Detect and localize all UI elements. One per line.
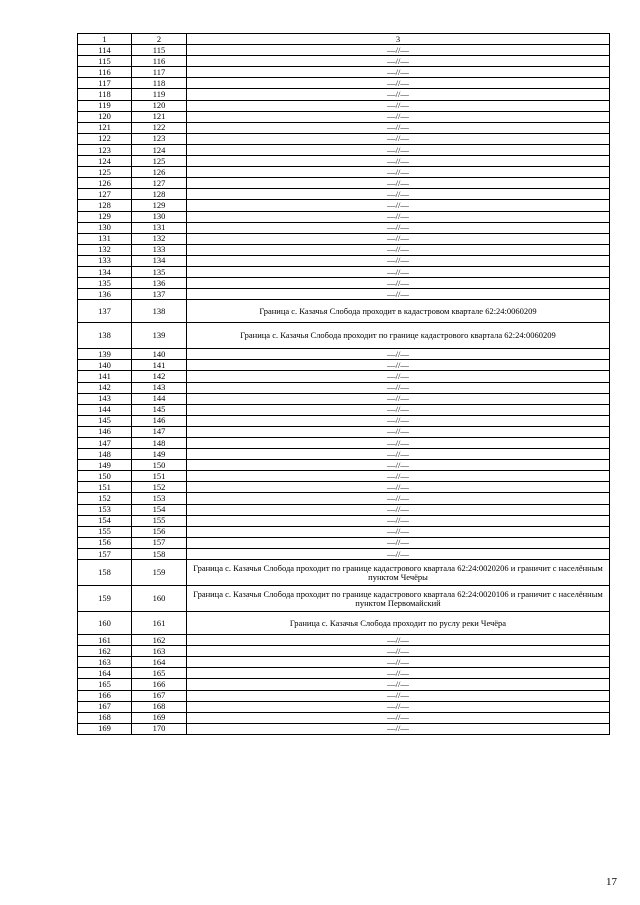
description-cell: —//—: [187, 393, 610, 404]
point-to-cell: 139: [132, 323, 187, 349]
description-cell: —//—: [187, 382, 610, 393]
point-to-cell: 148: [132, 438, 187, 449]
point-from-cell: 163: [78, 657, 132, 668]
description-cell: —//—: [187, 349, 610, 360]
point-from-cell: 164: [78, 668, 132, 679]
description-cell: —//—: [187, 668, 610, 679]
table-row: [78, 646, 610, 657]
point-from-cell: 156: [78, 537, 132, 548]
point-from-cell: 143: [78, 393, 132, 404]
point-to-cell: 168: [132, 701, 187, 712]
point-from-cell: 123: [78, 144, 132, 155]
table-row: [78, 415, 610, 426]
description-cell: —//—: [187, 404, 610, 415]
description-cell: —//—: [187, 449, 610, 460]
table-row: [78, 504, 610, 515]
table-row: [78, 404, 610, 415]
table-row: [78, 360, 610, 371]
point-from-cell: 127: [78, 189, 132, 200]
point-to-cell: 163: [132, 646, 187, 657]
point-to-cell: 122: [132, 122, 187, 133]
point-from-cell: 144: [78, 404, 132, 415]
table-row: [78, 668, 610, 679]
table-row: [78, 289, 610, 300]
point-to-cell: 156: [132, 526, 187, 537]
point-from-cell: 154: [78, 515, 132, 526]
point-from-cell: 161: [78, 635, 132, 646]
point-to-cell: 125: [132, 156, 187, 167]
description-cell: —//—: [187, 178, 610, 189]
description-cell: —//—: [187, 78, 610, 89]
point-to-cell: 166: [132, 679, 187, 690]
description-cell: —//—: [187, 278, 610, 289]
description-cell: —//—: [187, 167, 610, 178]
description-cell: —//—: [187, 415, 610, 426]
description-cell: —//—: [187, 526, 610, 537]
point-from-cell: 116: [78, 67, 132, 78]
description-cell: —//—: [187, 122, 610, 133]
point-from-cell: 124: [78, 156, 132, 167]
table-row: [78, 657, 610, 668]
point-from-cell: 120: [78, 111, 132, 122]
description-cell: —//—: [187, 482, 610, 493]
point-from-cell: 135: [78, 278, 132, 289]
description-cell: —//—: [187, 460, 610, 471]
description-cell: —//—: [187, 67, 610, 78]
table-row: [78, 560, 610, 586]
description-cell: —//—: [187, 211, 610, 222]
point-to-cell: 154: [132, 504, 187, 515]
point-to-cell: 135: [132, 266, 187, 277]
point-from-cell: 132: [78, 244, 132, 255]
point-from-cell: 130: [78, 222, 132, 233]
point-to-cell: 141: [132, 360, 187, 371]
point-to-cell: 134: [132, 255, 187, 266]
table-row: [78, 712, 610, 723]
table-row: [78, 200, 610, 211]
description-cell: —//—: [187, 646, 610, 657]
table-row: [78, 45, 610, 56]
point-from-cell: 137: [78, 300, 132, 323]
point-from-cell: 152: [78, 493, 132, 504]
description-cell: —//—: [187, 679, 610, 690]
point-to-cell: 136: [132, 278, 187, 289]
point-from-cell: 128: [78, 200, 132, 211]
point-to-cell: 129: [132, 200, 187, 211]
table-row: [78, 67, 610, 78]
table-row: [78, 586, 610, 612]
table-row: [78, 89, 610, 100]
description-cell: —//—: [187, 111, 610, 122]
table-row: [78, 56, 610, 67]
table-body: [78, 45, 610, 735]
point-from-cell: 147: [78, 438, 132, 449]
description-cell: —//—: [187, 56, 610, 67]
description-cell: —//—: [187, 657, 610, 668]
description-cell: —//—: [187, 493, 610, 504]
point-to-cell: 153: [132, 493, 187, 504]
point-from-cell: 140: [78, 360, 132, 371]
description-cell: —//—: [187, 266, 610, 277]
description-cell: —//—: [187, 200, 610, 211]
description-cell: —//—: [187, 144, 610, 155]
point-from-cell: 166: [78, 690, 132, 701]
point-from-cell: 131: [78, 233, 132, 244]
table-row: [78, 426, 610, 437]
point-from-cell: 148: [78, 449, 132, 460]
point-to-cell: 115: [132, 45, 187, 56]
description-cell: —//—: [187, 100, 610, 111]
description-cell: —//—: [187, 222, 610, 233]
point-from-cell: 134: [78, 266, 132, 277]
point-to-cell: 138: [132, 300, 187, 323]
table-row: [78, 635, 610, 646]
table-row: [78, 100, 610, 111]
description-cell: —//—: [187, 438, 610, 449]
table-row: [78, 233, 610, 244]
point-to-cell: 169: [132, 712, 187, 723]
description-cell: Граница с. Казачья Слобода проходит по границе кадастрового квартала 62:24:0020206 и граничит с населённым пунктом Чечёры: [187, 560, 610, 586]
point-to-cell: 116: [132, 56, 187, 67]
description-cell: —//—: [187, 156, 610, 167]
column-header-3: 3: [187, 34, 610, 45]
table-row: [78, 122, 610, 133]
table-row: [78, 723, 610, 734]
table-row: [78, 482, 610, 493]
point-to-cell: 146: [132, 415, 187, 426]
point-from-cell: 158: [78, 560, 132, 586]
description-cell: —//—: [187, 89, 610, 100]
point-from-cell: 119: [78, 100, 132, 111]
description-cell: —//—: [187, 548, 610, 559]
description-cell: —//—: [187, 504, 610, 515]
description-cell: —//—: [187, 515, 610, 526]
point-from-cell: 118: [78, 89, 132, 100]
point-to-cell: 127: [132, 178, 187, 189]
table-row: [78, 111, 610, 122]
description-cell: Граница с. Казачья Слобода проходит по границе кадастрового квартала 62:24:0020106 и граничит с населённым пунктом Первомайский: [187, 586, 610, 612]
point-from-cell: 142: [78, 382, 132, 393]
table-row: [78, 144, 610, 155]
point-from-cell: 153: [78, 504, 132, 515]
point-from-cell: 122: [78, 133, 132, 144]
point-to-cell: 158: [132, 548, 187, 559]
table-row: [78, 493, 610, 504]
description-cell: —//—: [187, 471, 610, 482]
description-cell: —//—: [187, 712, 610, 723]
description-cell: —//—: [187, 371, 610, 382]
point-from-cell: 141: [78, 371, 132, 382]
point-from-cell: 159: [78, 586, 132, 612]
point-from-cell: 129: [78, 211, 132, 222]
table-row: [78, 393, 610, 404]
point-from-cell: 160: [78, 612, 132, 635]
point-to-cell: 160: [132, 586, 187, 612]
table-row: [78, 133, 610, 144]
point-to-cell: 149: [132, 449, 187, 460]
table-row: [78, 449, 610, 460]
description-cell: —//—: [187, 289, 610, 300]
table-row: [78, 612, 610, 635]
description-cell: —//—: [187, 701, 610, 712]
point-to-cell: 161: [132, 612, 187, 635]
point-to-cell: 118: [132, 78, 187, 89]
point-to-cell: 162: [132, 635, 187, 646]
point-to-cell: 151: [132, 471, 187, 482]
point-to-cell: 150: [132, 460, 187, 471]
table-row: [78, 255, 610, 266]
point-to-cell: 142: [132, 371, 187, 382]
table-row: [78, 515, 610, 526]
point-to-cell: 157: [132, 537, 187, 548]
table-row: [78, 156, 610, 167]
description-cell: —//—: [187, 45, 610, 56]
point-from-cell: 115: [78, 56, 132, 67]
point-from-cell: 139: [78, 349, 132, 360]
description-cell: —//—: [187, 189, 610, 200]
point-to-cell: 128: [132, 189, 187, 200]
table-row: [78, 537, 610, 548]
table-row: [78, 526, 610, 537]
point-to-cell: 132: [132, 233, 187, 244]
point-from-cell: 146: [78, 426, 132, 437]
point-to-cell: 145: [132, 404, 187, 415]
table-row: [78, 78, 610, 89]
point-to-cell: 119: [132, 89, 187, 100]
point-from-cell: 151: [78, 482, 132, 493]
table-row: [78, 679, 610, 690]
point-to-cell: 140: [132, 349, 187, 360]
table-row: [78, 460, 610, 471]
point-from-cell: 125: [78, 167, 132, 178]
point-to-cell: 144: [132, 393, 187, 404]
description-cell: —//—: [187, 255, 610, 266]
table-row: [78, 438, 610, 449]
point-to-cell: 165: [132, 668, 187, 679]
table-row: [78, 211, 610, 222]
column-header-1: 1: [78, 34, 132, 45]
table-row: [78, 222, 610, 233]
column-header-2: 2: [132, 34, 187, 45]
table-row: [78, 189, 610, 200]
point-to-cell: 170: [132, 723, 187, 734]
point-to-cell: 143: [132, 382, 187, 393]
description-cell: —//—: [187, 426, 610, 437]
point-to-cell: 159: [132, 560, 187, 586]
table-row: [78, 382, 610, 393]
page-number: 17: [606, 876, 617, 888]
point-to-cell: 164: [132, 657, 187, 668]
table-row: [78, 167, 610, 178]
point-from-cell: 169: [78, 723, 132, 734]
point-to-cell: 131: [132, 222, 187, 233]
description-cell: —//—: [187, 233, 610, 244]
point-from-cell: 138: [78, 323, 132, 349]
table-row: [78, 548, 610, 559]
table-row: [78, 323, 610, 349]
table-row: [78, 300, 610, 323]
description-cell: Граница с. Казачья Слобода проходит по границе кадастрового квартала 62:24:0060209: [187, 323, 610, 349]
description-cell: —//—: [187, 244, 610, 255]
point-to-cell: 152: [132, 482, 187, 493]
description-cell: —//—: [187, 133, 610, 144]
point-to-cell: 155: [132, 515, 187, 526]
table-row: [78, 701, 610, 712]
point-from-cell: 149: [78, 460, 132, 471]
point-to-cell: 117: [132, 67, 187, 78]
point-to-cell: 130: [132, 211, 187, 222]
point-from-cell: 126: [78, 178, 132, 189]
description-cell: Граница с. Казачья Слобода проходит в кадастровом квартале 62:24:0060209: [187, 300, 610, 323]
point-from-cell: 145: [78, 415, 132, 426]
point-to-cell: 121: [132, 111, 187, 122]
point-to-cell: 120: [132, 100, 187, 111]
description-cell: Граница с. Казачья Слобода проходит по руслу реки Чечёра: [187, 612, 610, 635]
description-cell: —//—: [187, 537, 610, 548]
point-from-cell: 157: [78, 548, 132, 559]
table-row: [78, 266, 610, 277]
table-row: [78, 178, 610, 189]
point-to-cell: 123: [132, 133, 187, 144]
point-from-cell: 114: [78, 45, 132, 56]
point-from-cell: 165: [78, 679, 132, 690]
point-to-cell: 167: [132, 690, 187, 701]
point-to-cell: 124: [132, 144, 187, 155]
point-from-cell: 168: [78, 712, 132, 723]
point-from-cell: 155: [78, 526, 132, 537]
table-header-row: [78, 34, 610, 45]
table-row: [78, 278, 610, 289]
point-from-cell: 167: [78, 701, 132, 712]
point-from-cell: 162: [78, 646, 132, 657]
point-to-cell: 126: [132, 167, 187, 178]
point-from-cell: 136: [78, 289, 132, 300]
table-row: [78, 244, 610, 255]
point-to-cell: 137: [132, 289, 187, 300]
description-cell: —//—: [187, 690, 610, 701]
point-to-cell: 133: [132, 244, 187, 255]
table-row: [78, 349, 610, 360]
table-row: [78, 690, 610, 701]
table-row: [78, 471, 610, 482]
point-from-cell: 121: [78, 122, 132, 133]
boundary-table: [77, 33, 610, 735]
point-from-cell: 150: [78, 471, 132, 482]
description-cell: —//—: [187, 360, 610, 371]
point-from-cell: 133: [78, 255, 132, 266]
description-cell: —//—: [187, 723, 610, 734]
description-cell: —//—: [187, 635, 610, 646]
point-from-cell: 117: [78, 78, 132, 89]
point-to-cell: 147: [132, 426, 187, 437]
table-row: [78, 371, 610, 382]
